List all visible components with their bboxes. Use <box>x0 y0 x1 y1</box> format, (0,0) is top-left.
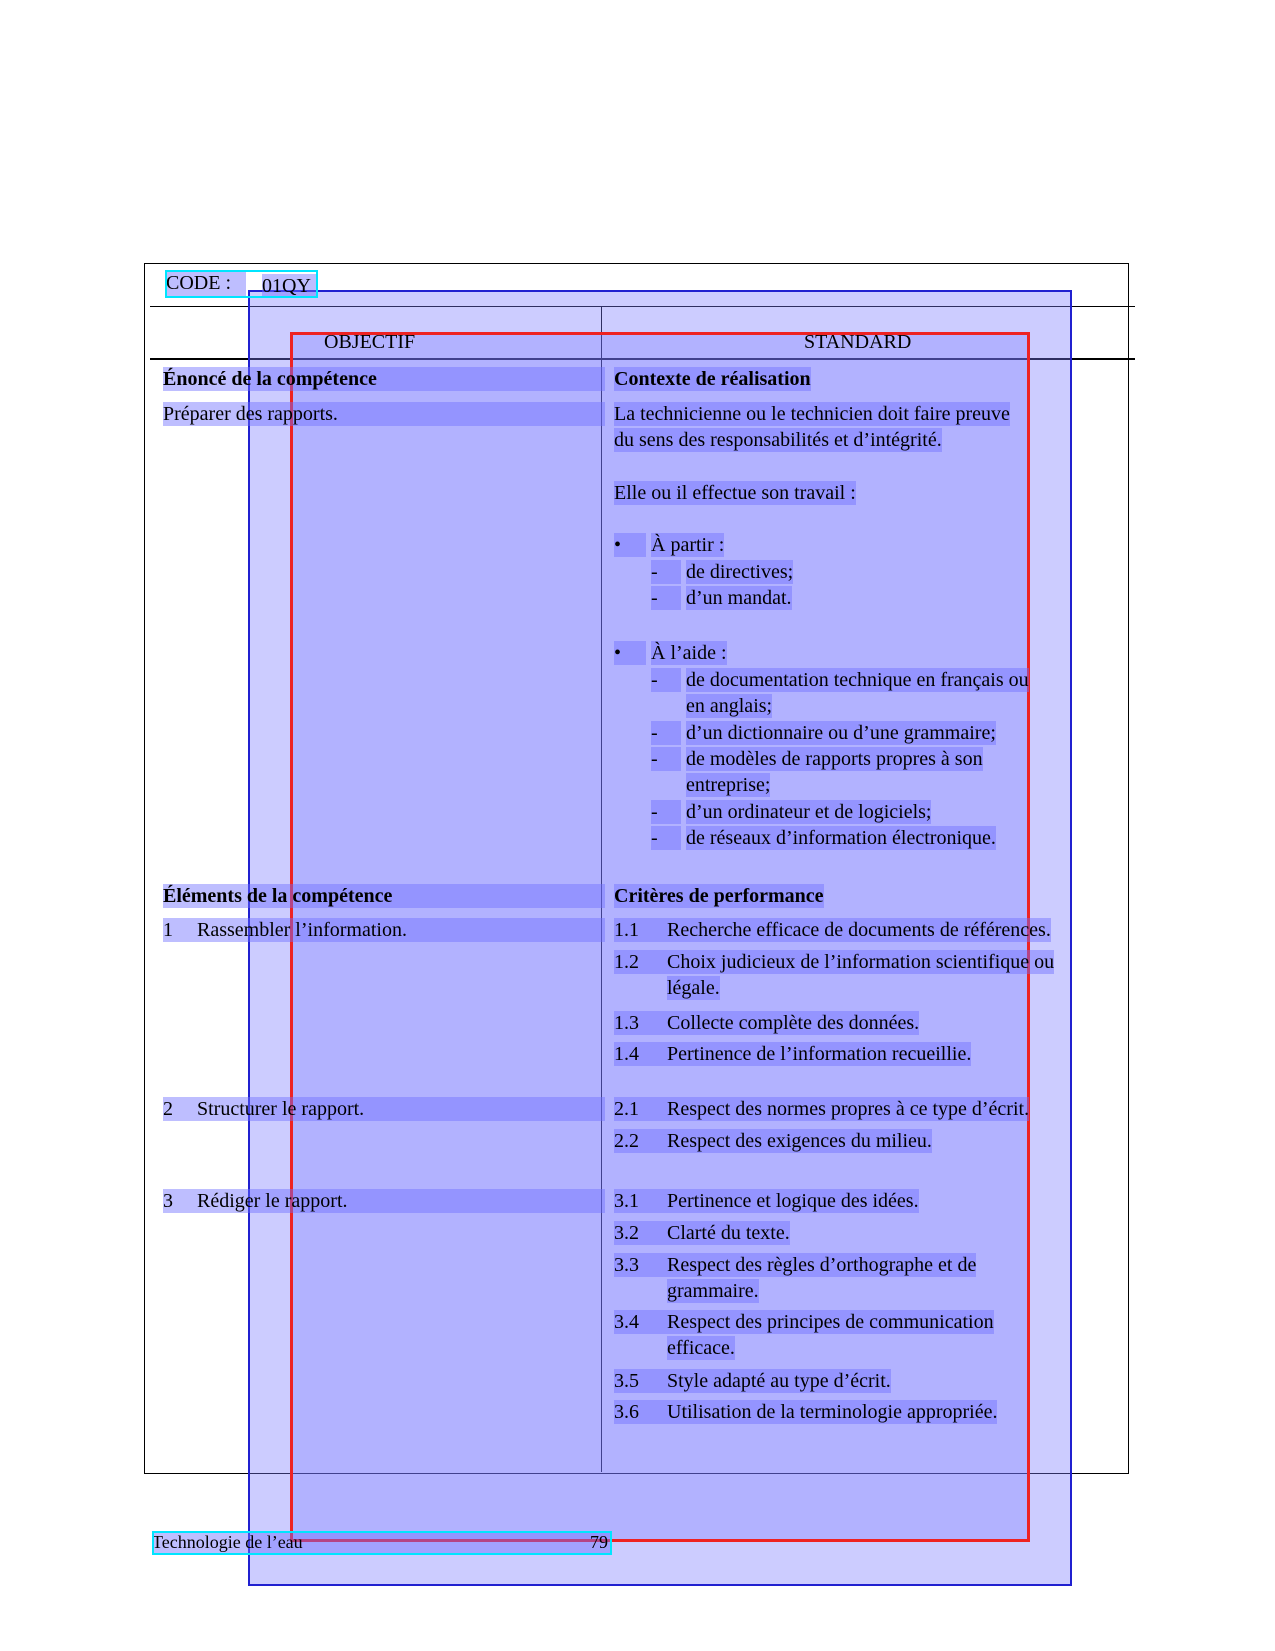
critere-number: 3.5 <box>614 1370 639 1392</box>
list-item: d’un ordinateur et de logiciels; <box>686 801 932 823</box>
critere-row <box>614 1042 971 1066</box>
contexte-p1-line1: La technicienne ou le technicien doit faire preuve <box>614 403 1010 425</box>
critere-row <box>614 918 1051 942</box>
element-row: 2 Structurer le rapport. <box>163 1097 605 1121</box>
dash-marker: - <box>651 721 681 745</box>
list-item: de modèles de rapports propres à son <box>686 748 983 770</box>
bullet-a-partir: À partir : <box>651 534 725 556</box>
dash-marker: - <box>651 668 681 692</box>
text-box <box>165 270 318 298</box>
bullet-marker: • <box>614 641 646 665</box>
bullet-a-laide: À l’aide : <box>651 642 727 664</box>
critere-text-continued: légale. <box>667 977 720 999</box>
critere-row <box>614 950 1054 974</box>
critere-text: Style adapté au type d’écrit. <box>667 1370 891 1392</box>
contexte-title: Contexte de réalisation <box>614 368 811 390</box>
critere-row <box>614 1189 919 1213</box>
dash-marker: - <box>651 560 681 584</box>
critere-number: 1.4 <box>614 1043 639 1065</box>
critere-number: 3.2 <box>614 1222 639 1244</box>
bullet-marker: • <box>614 533 646 557</box>
critere-text: Respect des principes de communication <box>667 1311 994 1333</box>
critere-row <box>614 1400 997 1424</box>
critere-number: 3.4 <box>614 1311 639 1333</box>
critere-text: Choix judicieux de l’information scientifique ou <box>667 951 1055 973</box>
critere-row <box>614 1253 976 1277</box>
critere-number: 3.3 <box>614 1254 639 1276</box>
critere-row <box>614 1129 932 1153</box>
critere-text: Recherche efficace de documents de références. <box>667 919 1051 941</box>
code-label: CODE : <box>166 271 246 297</box>
page-number: 79 <box>590 1532 608 1552</box>
critere-row <box>614 1011 919 1035</box>
list-item: de documentation technique en français ou <box>686 669 1029 691</box>
enonce-title: Énoncé de la compétence <box>163 367 605 391</box>
element-row: 1 Rassembler l’information. <box>163 918 605 942</box>
critere-text-continued: grammaire. <box>667 1280 759 1302</box>
critere-text-continued: efficace. <box>667 1337 735 1359</box>
critere-number: 3.6 <box>614 1401 639 1423</box>
code-value: 01QY <box>262 274 318 298</box>
critere-number: 3.1 <box>614 1190 639 1212</box>
dash-marker: - <box>651 586 681 610</box>
dash-marker: - <box>651 800 681 824</box>
critere-row <box>614 1221 790 1245</box>
critere-text: Utilisation de la terminologie appropriée. <box>667 1401 998 1423</box>
dash-marker: - <box>651 747 681 771</box>
list-item: d’un mandat. <box>686 587 792 609</box>
critere-text: Respect des règles d’orthographe et de <box>667 1254 977 1276</box>
list-item: en anglais; <box>686 695 773 717</box>
critere-row <box>614 1369 891 1393</box>
critere-text: Collecte complète des données. <box>667 1012 920 1034</box>
enonce-text: Préparer des rapports. <box>163 402 605 426</box>
critere-number: 2.1 <box>614 1098 639 1120</box>
footer-title: Technologie de l’eau <box>152 1532 612 1554</box>
contexte-p2: Elle ou il effectue son travail : <box>614 482 856 504</box>
list-item: de directives; <box>686 561 794 583</box>
critere-text: Respect des normes propres à ce type d’écrit. <box>667 1098 1030 1120</box>
list-item: entreprise; <box>686 774 771 796</box>
criteres-title: Critères de performance <box>614 885 824 907</box>
critere-number: 1.1 <box>614 919 639 941</box>
critere-text: Pertinence et logique des idées. <box>667 1190 919 1212</box>
critere-number: 1.3 <box>614 1012 639 1034</box>
critere-text: Respect des exigences du milieu. <box>667 1130 932 1152</box>
text-box <box>152 1531 612 1555</box>
critere-row <box>614 1097 1029 1121</box>
element-row: 3 Rédiger le rapport. <box>163 1189 605 1213</box>
dash-marker: - <box>651 826 681 850</box>
list-item: de réseaux d’information électronique. <box>686 827 996 849</box>
critere-text: Clarté du texte. <box>667 1222 790 1244</box>
critere-number: 1.2 <box>614 951 639 973</box>
column-header-objectif: OBJECTIF <box>324 331 416 353</box>
list-item: d’un dictionnaire ou d’une grammaire; <box>686 722 996 744</box>
critere-number: 2.2 <box>614 1130 639 1152</box>
column-header-standard: STANDARD <box>804 331 912 353</box>
critere-row <box>614 1310 994 1334</box>
elements-title: Éléments de la compétence <box>163 884 605 908</box>
contexte-p1-line2: du sens des responsabilités et d’intégrité. <box>614 429 942 451</box>
critere-text: Pertinence de l’information recueillie. <box>667 1043 972 1065</box>
